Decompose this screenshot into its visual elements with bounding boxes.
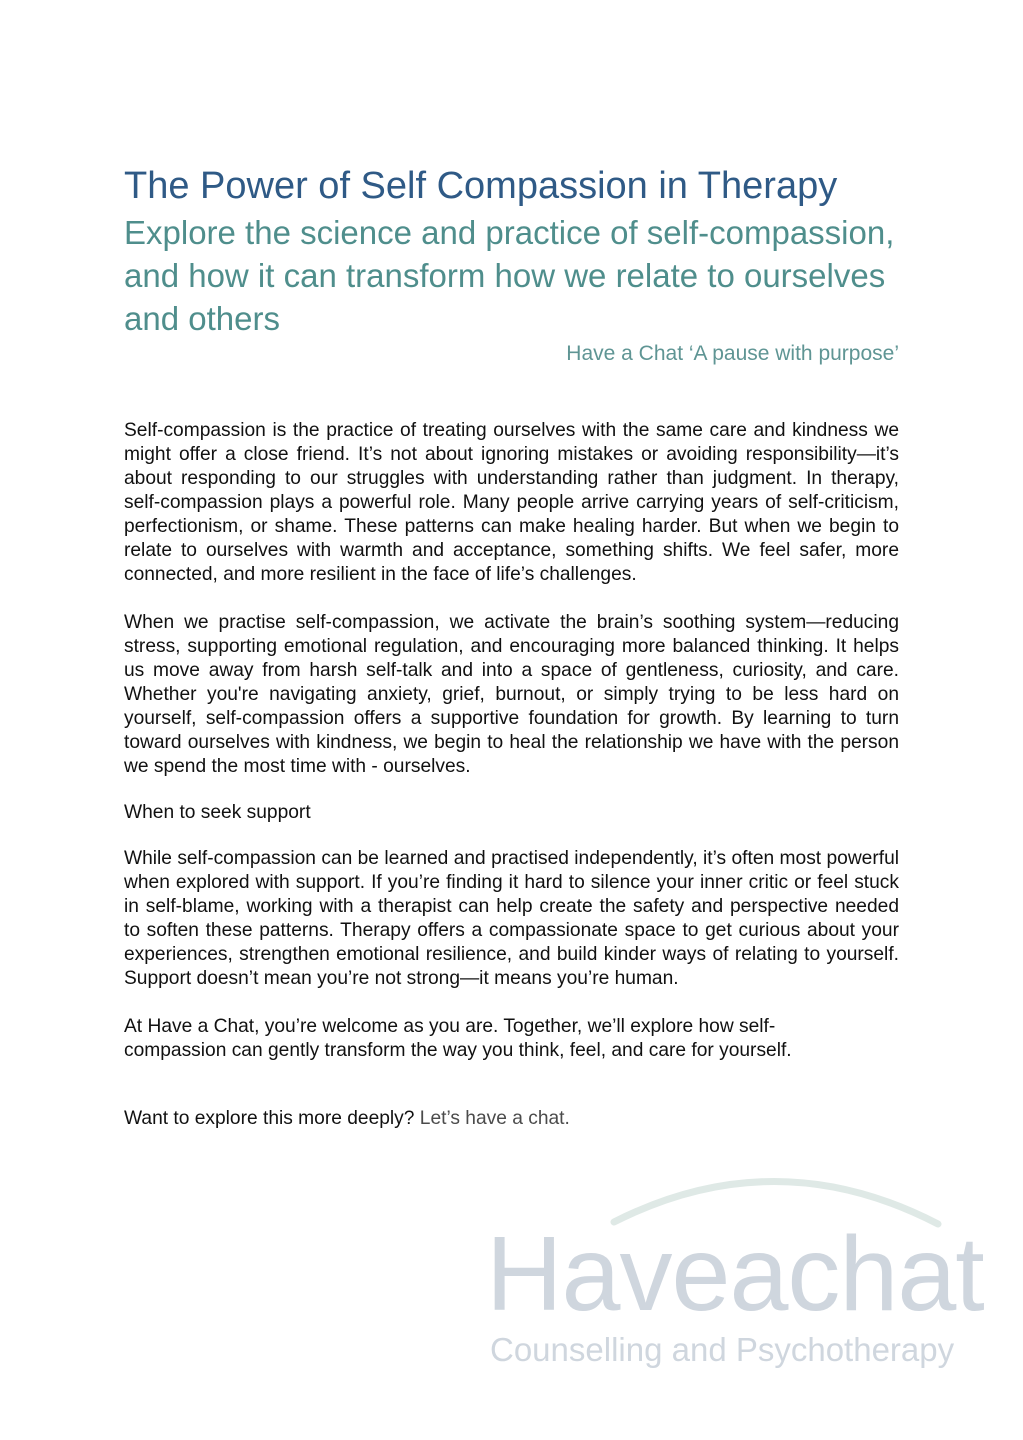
paragraph-welcome <box>124 1015 899 1063</box>
welcome-line-2: compassion can gently transform the way you think, feel, and care for yourself. <box>124 1040 792 1061</box>
watermark-brand-name: Haveachat <box>486 1215 984 1333</box>
paragraph-therapy-support: While self-compassion can be learned and practised independently, it’s often most powerful when explored with support. If you’re finding it hard to silence your inner critic or feel stuck in self-blame, working with a therapist can help create the safety and perspective needed to soften these patterns. Therapy offers a compassionate space to get curious about your experiences, strengthen emotional resilience, and build kinder ways of relating to yourself. Support doesn’t mean you’re not strong—it means you’re human. <box>124 848 899 989</box>
haveachat-logo-watermark <box>486 1160 1006 1380</box>
section-heading-seek-support: When to seek support <box>124 802 311 823</box>
closing-chat-link[interactable]: Let’s have a chat. <box>419 1108 570 1129</box>
brand-tagline: Have a Chat ‘A pause with purpose’ <box>566 342 899 365</box>
page-title: The Power of Self Compassion in Therapy <box>124 165 838 207</box>
paragraph-self-compassion-definition: Self-compassion is the practice of treating ourselves with the same care and kindness we might offer a close friend. It’s not about ignoring mistakes or avoiding responsibility—it’s about responding to our struggles with understanding rather than judgment. In therapy, self-compassion plays a powerful role. Many people arrive carrying years of self-criticism, perfectionism, or shame. These patterns can make healing harder. But when we begin to relate to ourselves with warmth and acceptance, something shifts. We feel safer, more connected, and more resilient in the face of life’s challenges. <box>124 420 899 585</box>
article-body <box>124 419 899 1131</box>
welcome-line-1: At Have a Chat, you’re welcome as you are. Together, we’ll explore how self- <box>124 1016 776 1037</box>
watermark-brand-tagline: Counselling and Psychotherapy <box>490 1331 955 1368</box>
closing-lead-text: Want to explore this more deeply? <box>124 1108 415 1129</box>
page-subtitle: Explore the science and practice of self-compassion, and how it can transform how we relate to ourselves and others <box>124 214 895 337</box>
closing-call-to-action <box>124 1107 899 1131</box>
paragraph-brain-soothing-system: When we practise self-compassion, we activate the brain’s soothing system—reducing stress, supporting emotional regulation, and encouraging more balanced thinking. It helps us move away from harsh self-talk and into a space of gentleness, curiosity, and care. Whether you're navigating anxiety, grief, burnout, or simply trying to be less hard on yourself, self-compassion offers a supportive foundation for growth. By learning to turn toward ourselves with kindness, we begin to heal the relationship we have with the person we spend the most time with - ourselves. <box>124 612 899 777</box>
